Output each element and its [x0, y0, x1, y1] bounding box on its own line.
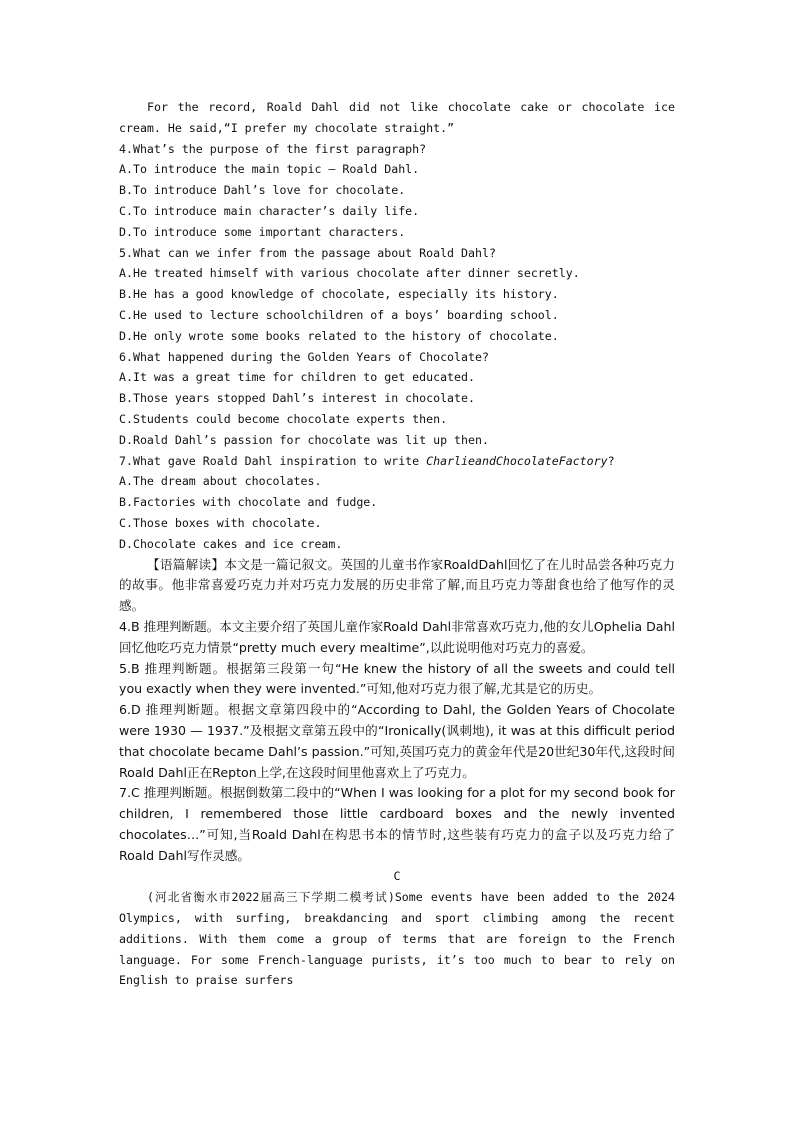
book-title: CharlieandChocolateFactory — [426, 453, 608, 468]
question-5 — [119, 243, 675, 347]
question-stem: 5.What can we infer from the passage about Roald Dahl? — [119, 245, 496, 260]
option-c: C.Students could become chocolate experts then. — [119, 411, 448, 426]
question-4 — [119, 139, 675, 243]
question-stem-suffix: ? — [607, 453, 615, 468]
option-d: D.To introduce some important characters. — [119, 224, 406, 239]
question-6 — [119, 347, 675, 451]
question-stem: 6.What happened during the Golden Years of Chocolate? — [119, 349, 489, 364]
option-b: B.To introduce Dahl’s love for chocolate. — [119, 183, 406, 198]
passage-ending — [119, 97, 675, 139]
passage-line-2: He said,“I prefer my chocolate straight.” — [167, 120, 455, 135]
option-a: A.It was a great time for children to get educated. — [119, 370, 475, 385]
answer-6: 6.D 推理判断题。根据文章第四段中的“According to Dahl, the Golden Years of Chocolate were 1930 — 1937.”及根据文章第五段中的“Ironically(讽刺地), it was at this difficult period that chocolate became Dahl’s passion.”可知,英国巧克力的黄金年代是20世纪30年代,这段时间Roald Dahl正在Repton上学,在这段时间里他喜欢上了巧克力。 — [119, 702, 675, 780]
document-content — [119, 97, 675, 991]
question-stem-prefix: 7.What gave Roald Dahl inspiration to write — [119, 453, 427, 468]
passage-line-1: For the record, Roald Dahl did not like chocolate cake or chocolate ice cream. — [119, 100, 675, 135]
answer-7: 7.C 推理判断题。根据倒数第二段中的“When I was looking for a plot for my second book for children, I remembered those little cardboard boxes and the newly invented chocolates…”可知,当Roald Dahl在构思书本的情节时,这些装有巧克力的盒子以及巧克力给了Roald Dahl写作灵感。 — [119, 785, 675, 863]
option-d: D.He only wrote some books related to the history of chocolate. — [119, 328, 559, 343]
answer-5: 5.B 推理判断题。根据第三段第一句“He knew the history of all the sweets and could tell you exactly when they were invented.”可知,他对巧克力很了解,尤其是它的历史。 — [119, 660, 675, 697]
question-stem — [119, 451, 675, 472]
option-c: C.He used to lecture schoolchildren of a boys’ boarding school. — [119, 307, 559, 322]
option-b: B.Those years stopped Dahl’s interest in chocolate. — [119, 391, 475, 406]
option-b: B.Factories with chocolate and fudge. — [119, 495, 378, 510]
answer-4: 4.B 推理判断题。本文主要介绍了英国儿童作家Roald Dahl非常喜欢巧克力,他的女儿Ophelia Dahl回忆他吃巧克力情景“pretty much every mealtime”,以此说明他对巧克力的喜爱。 — [119, 618, 675, 655]
question-stem: 4.What’s the purpose of the first paragraph? — [119, 141, 427, 156]
option-a: A.To introduce the main topic — Roald Dahl. — [119, 162, 420, 177]
option-a: A.He treated himself with various chocolate after dinner secretly. — [119, 266, 580, 281]
section-heading: C — [393, 869, 401, 884]
option-c: C.Those boxes with chocolate. — [119, 515, 322, 530]
section-c-passage: (河北省衡水市2022届高三下学期二模考试)Some events have been added to the 2024 Olympics, with surfing, breakdancing and sport climbing among the recent additions. With them come a group of terms that are foreign to the French language. For some French-language purists, it’s too much to bear to rely on English to praise surfers — [119, 890, 675, 988]
option-d: D.Roald Dahl’s passion for chocolate was lit up then. — [119, 432, 489, 447]
option-c: C.To introduce main character’s daily life. — [119, 203, 420, 218]
question-7 — [119, 451, 675, 555]
analysis-heading: 【语篇解读】 — [147, 556, 225, 572]
option-b: B.He has a good knowledge of chocolate, especially its history. — [119, 287, 559, 302]
analysis-text: 本文是一篇记叙文。英国的儿童书作家RoaldDahl回忆了在儿时品尝各种巧克力的故事。他非常喜爱巧克力并对巧克力发展的历史非常了解,而且巧克力等甜食也给了他写作的灵感。 — [119, 556, 676, 614]
option-d: D.Chocolate cakes and ice cream. — [119, 536, 343, 551]
analysis-paragraph — [119, 555, 675, 617]
option-a: A.The dream about chocolates. — [119, 474, 322, 489]
